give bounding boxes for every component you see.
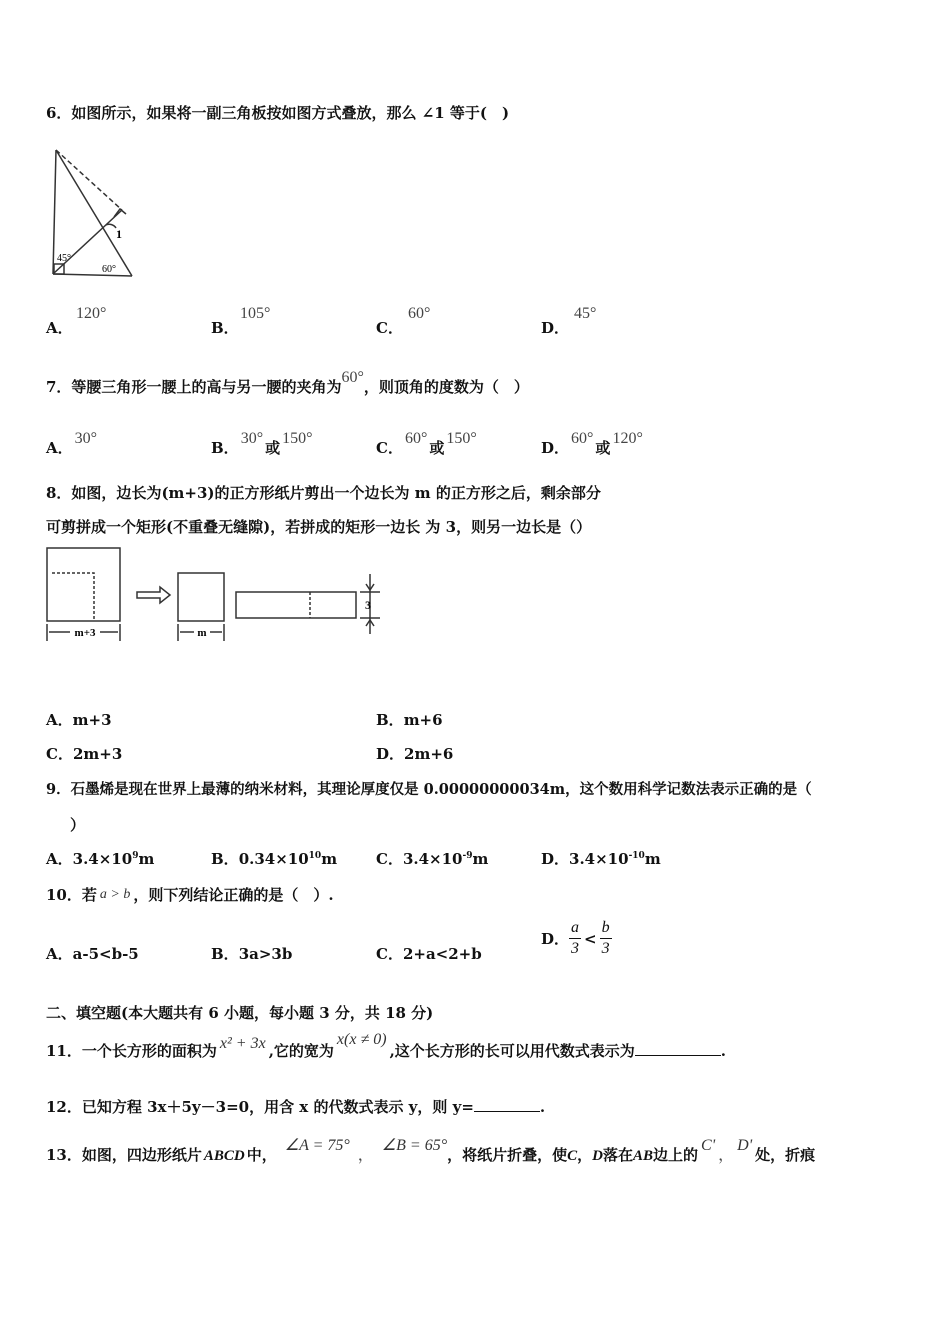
q7-option-d-v2: 120° bbox=[612, 430, 643, 447]
q12-t2: . bbox=[539, 1098, 546, 1116]
q10-stem-after: ，则下列结论正确的是（ ）. bbox=[133, 886, 334, 904]
q6-option-b-value: 105° bbox=[240, 305, 271, 322]
q7-option-b bbox=[211, 430, 313, 458]
q9-option-d-exp: -10 bbox=[628, 851, 645, 861]
q9-option-c-unit: m bbox=[472, 850, 489, 868]
q9-stem-line1: 9．石墨烯是现在世界上最薄的纳米材料，其理论厚度仅是 0.00000000034m，这个数用科学记数法表示正确的是（ bbox=[46, 781, 812, 798]
q7-option-c-v2: 150° bbox=[446, 430, 477, 447]
q7-option-b-or: 或 bbox=[265, 439, 281, 457]
q9-option-d-letter: D． bbox=[541, 850, 570, 868]
q13-t1: 13．如图，四边形纸片 bbox=[46, 1146, 202, 1164]
q9-option-d bbox=[541, 848, 661, 869]
q11-stem bbox=[46, 1031, 727, 1061]
q8-fig-label-big: m+3 bbox=[74, 627, 96, 639]
q9-option-b-unit: m bbox=[321, 850, 338, 868]
q6-fig-edge-left bbox=[53, 150, 56, 274]
q9-option-c-base: 3.4×10 bbox=[402, 850, 463, 868]
q8-fig-cut-line bbox=[52, 573, 94, 621]
q8-stem-line2: 可剪拼成一个矩形(不重叠无缝隙)，若拼成的矩形一边长 为 3，则另一边长是（） bbox=[46, 518, 592, 536]
q13-t5: 落在 bbox=[603, 1146, 634, 1164]
q11-answer-blank[interactable] bbox=[635, 1055, 721, 1056]
q8-option-a bbox=[46, 709, 112, 730]
q10-option-d-den2: 3 bbox=[601, 940, 610, 957]
q7-option-b-v1: 30° bbox=[240, 430, 264, 447]
q13-t3: ，将纸片折叠，使 bbox=[447, 1146, 568, 1164]
q9-option-b-exp: 10 bbox=[308, 851, 322, 861]
q8-fig-arrow bbox=[137, 587, 170, 603]
q13-angle-a: ∠A = 75° bbox=[284, 1137, 350, 1154]
q8-option-c bbox=[46, 743, 122, 764]
q10-option-b bbox=[211, 943, 292, 964]
q13-t7: 处，折痕 bbox=[755, 1146, 816, 1164]
q10-stem bbox=[46, 884, 334, 905]
q8-figure bbox=[44, 544, 389, 644]
q8-option-a-value: m+3 bbox=[72, 711, 112, 729]
q13-t2: 中， bbox=[246, 1146, 277, 1164]
q10-option-a bbox=[46, 943, 139, 964]
q6-option-d-letter: D． bbox=[541, 319, 570, 337]
section2-title: 二、填空题(本大题共有 6 小题，每小题 3 分，共 18 分) bbox=[46, 1004, 434, 1022]
q8-option-d-value: 2m+6 bbox=[404, 745, 454, 763]
q10-option-d-rel: < bbox=[584, 929, 597, 948]
q9-option-a-base: 3.4×10 bbox=[72, 850, 133, 868]
q13-d-prime: D' bbox=[737, 1137, 753, 1154]
q7-option-b-v2: 150° bbox=[282, 430, 313, 447]
q12-t1: 12．已知方程 3x＋5y－3=0，用含 x 的代数式表示 y，则 y= bbox=[46, 1098, 474, 1116]
q6-stem: 6．如图所示，如果将一副三角板按如图方式叠放，那么 ∠1 等于( ) bbox=[46, 104, 510, 122]
q8-option-c-value: 2m+3 bbox=[72, 745, 123, 763]
q8-option-c-letter: C． bbox=[46, 745, 73, 763]
q10-option-d-frac1 bbox=[569, 918, 581, 959]
q11-width: x(x ≠ 0) bbox=[336, 1031, 387, 1048]
q7-option-c-or: 或 bbox=[429, 439, 445, 457]
q13-angle-b: ∠B = 65° bbox=[381, 1137, 448, 1154]
q7-stem-after: ，则顶角的度数为（ ） bbox=[363, 378, 529, 396]
q6-option-c-letter: C． bbox=[376, 319, 403, 337]
q7-option-c bbox=[376, 430, 477, 458]
q11-t3: ,这个长方形的长可以用代数式表示为 bbox=[389, 1042, 635, 1060]
q10-option-c bbox=[376, 943, 482, 964]
q13-comma: ， bbox=[357, 1147, 374, 1164]
q8-stem-line1: 8．如图，边长为(m+3)的正方形纸片剪出一个边长为 m 的正方形之后，剩余部分 bbox=[46, 484, 601, 502]
q7-option-a-letter: A． bbox=[46, 439, 73, 457]
q8-option-d bbox=[376, 743, 453, 764]
q13-c-prime: C' bbox=[701, 1137, 716, 1154]
q9-option-b-letter: B． bbox=[211, 850, 239, 868]
q10-option-d-num2: b bbox=[600, 918, 612, 939]
q10-option-c-value: 2+a<2+b bbox=[402, 945, 482, 963]
q8-fig-big-square bbox=[47, 548, 120, 621]
q11-t2: ,它的宽为 bbox=[268, 1042, 334, 1060]
q10-stem-cond: a > b bbox=[99, 887, 131, 902]
q9-option-d-base: 3.4×10 bbox=[569, 850, 629, 868]
q10-option-b-letter: B． bbox=[211, 945, 239, 963]
q7-stem-angle: 60° bbox=[341, 369, 364, 386]
q13-t6: 边上的 bbox=[653, 1146, 699, 1164]
q8-option-b-value: m+6 bbox=[403, 711, 443, 729]
q6-option-b-letter: B． bbox=[211, 319, 239, 337]
q7-option-a bbox=[46, 430, 98, 458]
q8-option-a-letter: A． bbox=[46, 711, 73, 729]
q13-c: C bbox=[567, 1148, 578, 1164]
q9-option-a-unit: m bbox=[138, 850, 155, 868]
q6-fig-angle-arc bbox=[106, 224, 116, 228]
q13-stem: 13．如图，四边形纸片 ABCD 中，∠A = 75°，∠B = 65°，将纸片折叠，使C，D落在AB边上的C'，D'处，折痕 bbox=[46, 1137, 816, 1164]
q6-fig-label-45: 45° bbox=[57, 253, 71, 264]
q6-fig-label-60: 60° bbox=[102, 264, 116, 275]
q7-option-c-letter: C． bbox=[376, 439, 403, 457]
q10-option-d-letter: D． bbox=[541, 930, 570, 948]
q7-option-c-v1: 60° bbox=[404, 430, 428, 447]
q6-fig-label-1: 1 bbox=[116, 227, 122, 241]
q8-option-b-letter: B． bbox=[376, 711, 404, 729]
q9-option-a-exp: 9 bbox=[132, 851, 139, 861]
q7-stem bbox=[46, 369, 529, 397]
q9-option-c-letter: C． bbox=[376, 850, 403, 868]
q10-option-b-value: 3a>3b bbox=[238, 945, 293, 963]
q10-option-a-letter: A． bbox=[46, 945, 73, 963]
q9-option-a bbox=[46, 848, 154, 869]
q7-option-d bbox=[541, 430, 643, 458]
q9-option-a-letter: A． bbox=[46, 850, 73, 868]
q9-option-d-unit: m bbox=[644, 850, 661, 868]
q10-option-a-value: a-5<b-5 bbox=[72, 945, 139, 963]
q8-fig-label-height: 3 bbox=[365, 598, 371, 612]
q10-option-d-den1: 3 bbox=[571, 940, 580, 957]
q8-option-d-letter: D． bbox=[376, 745, 405, 763]
q13-d: D bbox=[592, 1148, 603, 1164]
q6-option-a-letter: A． bbox=[46, 319, 73, 337]
q10-option-d bbox=[541, 918, 612, 959]
q12-stem bbox=[46, 1096, 545, 1117]
q13-t4: ， bbox=[577, 1146, 593, 1164]
q13-abcd: ABCD bbox=[203, 1148, 245, 1164]
q6-option-c-value: 60° bbox=[408, 305, 431, 322]
q12-answer-blank[interactable] bbox=[474, 1111, 540, 1112]
q9-option-c bbox=[376, 848, 488, 869]
q10-option-c-letter: C． bbox=[376, 945, 403, 963]
q9-option-b bbox=[211, 848, 337, 869]
q6-fig-edge-bottom bbox=[53, 274, 132, 276]
q8-fig-label-small: m bbox=[197, 627, 207, 639]
q8-fig-small-square bbox=[178, 573, 224, 621]
q7-option-b-letter: B． bbox=[211, 439, 239, 457]
q6-fig-edge-dashed bbox=[56, 150, 122, 210]
q9-option-b-base: 0.34×10 bbox=[238, 850, 309, 868]
q7-option-d-or: 或 bbox=[595, 439, 611, 457]
q10-stem-before: 10．若 bbox=[46, 886, 97, 904]
q8-fig-rectangle bbox=[236, 592, 356, 618]
q10-option-d-num1: a bbox=[569, 918, 581, 939]
q7-stem-before: 7．等腰三角形一腰上的高与另一腰的夹角为 bbox=[46, 378, 342, 396]
q11-t4: . bbox=[720, 1042, 727, 1060]
q13-ab: AB bbox=[633, 1148, 654, 1164]
q6-fig-right-angle bbox=[114, 209, 126, 217]
q6-figure bbox=[44, 146, 144, 282]
q6-option-a-value: 120° bbox=[76, 305, 107, 322]
q10-option-d-frac2 bbox=[600, 918, 612, 959]
q7-option-a-v1: 30° bbox=[74, 430, 98, 447]
q7-option-d-v1: 60° bbox=[571, 430, 594, 447]
q8-option-b bbox=[376, 709, 443, 730]
q9-stem-line2: ） bbox=[70, 816, 86, 834]
q6-option-d-value: 45° bbox=[574, 305, 597, 322]
q7-option-d-letter: D． bbox=[541, 439, 570, 457]
q11-t1: 11．一个长方形的面积为 bbox=[46, 1042, 217, 1060]
q9-option-c-exp: -9 bbox=[462, 851, 473, 861]
q11-area: x² + 3x bbox=[219, 1035, 266, 1052]
